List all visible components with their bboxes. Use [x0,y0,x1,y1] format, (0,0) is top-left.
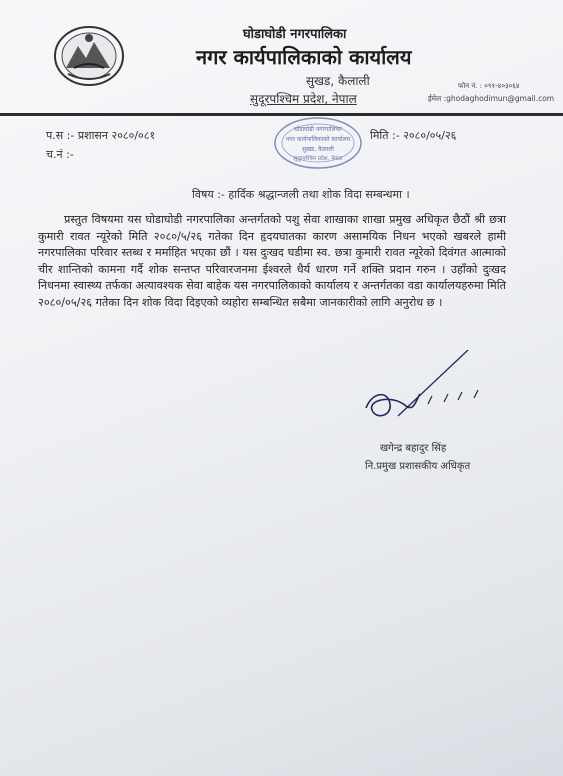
reference-number: प.स :- प्रशासन २०८०/०८१ [46,129,156,142]
letter-date: मिति :- २०८०/०५/२६ [370,129,457,142]
stamp-text-3: सुखड, कैलाली [302,146,334,153]
nepal-government-emblem [52,24,126,88]
stamp-text-1: घोडाघोडी नगरपालिका [294,126,342,133]
signatory-designation: नि.प्रमुख प्रशासकीय अधिकृत [365,461,471,472]
email-address: ईमेल :ghodaghodimun@gmail.com [428,94,555,103]
office-stamp [272,115,364,171]
letter-body: प्रस्तुत विषयमा यस घोडाघोडी नगरपालिका अन्तर्गतको पशु सेवा शाखाका शाखा प्रमुख अधिकृत छैठौं श्री छत्रा कुमारी रावत न्यूरेको मिति २०८०/५/२६ गतेका दिन हृदयघातका कारण असामयिक निधन भएको खबरले हामी नगरपालिका परिवार स्तब्ध र मर्माहित भएका छौं । यस दुःखद घडीमा स्व. छत्रा कुमारी रावत न्यूरेको दिवंगत आत्माको चीर शान्तिको कामना गर्दै शोक सन्तप्त परिवारजनमा ईश्वरले धैर्य धारण गर्ने शक्ति प्रदान गरुन । उहाँको दुःखद निधनमा स्वास्थ्य तर्फका अत्यावश्यक सेवा बाहेक यस नगरपालिकाको कार्यालय र अन्तर्गतका वडा कार्यालयहरुमा मिति २०८०/०५/२६ गतेका दिन शोक विदा दिइएको व्यहोरा सम्बन्धित सबैमा जानकारीको लागि अनुरोध छ । [38,213,506,309]
dispatch-number: च.नं :- [46,148,74,161]
office-title: नगर कार्यपालिकाको कार्यालय [196,45,412,69]
stamp-text-2: नगर कार्यपालिकाको कार्यालय [285,136,351,143]
stamp-text-4: सुदूरपश्चिम प्रदेश, नेपाल [293,156,343,162]
municipality-name: घोडाघोडी नगरपालिका [243,27,347,42]
signatory-name: खगेन्द्र बहादुर सिंह [380,443,447,454]
address-line-2: सुदूरपश्चिम प्रदेश, नेपाल [250,92,357,106]
address-line-1: सुखड, कैलाली [306,74,370,88]
phone-number: फोन नं. : ०९१-४०३०६४ [458,82,520,90]
letter-subject: विषय :- हार्दिक श्रद्धान्जली तथा शोक विदा सम्बन्धमा । [192,188,410,201]
handwritten-signature [358,350,498,430]
